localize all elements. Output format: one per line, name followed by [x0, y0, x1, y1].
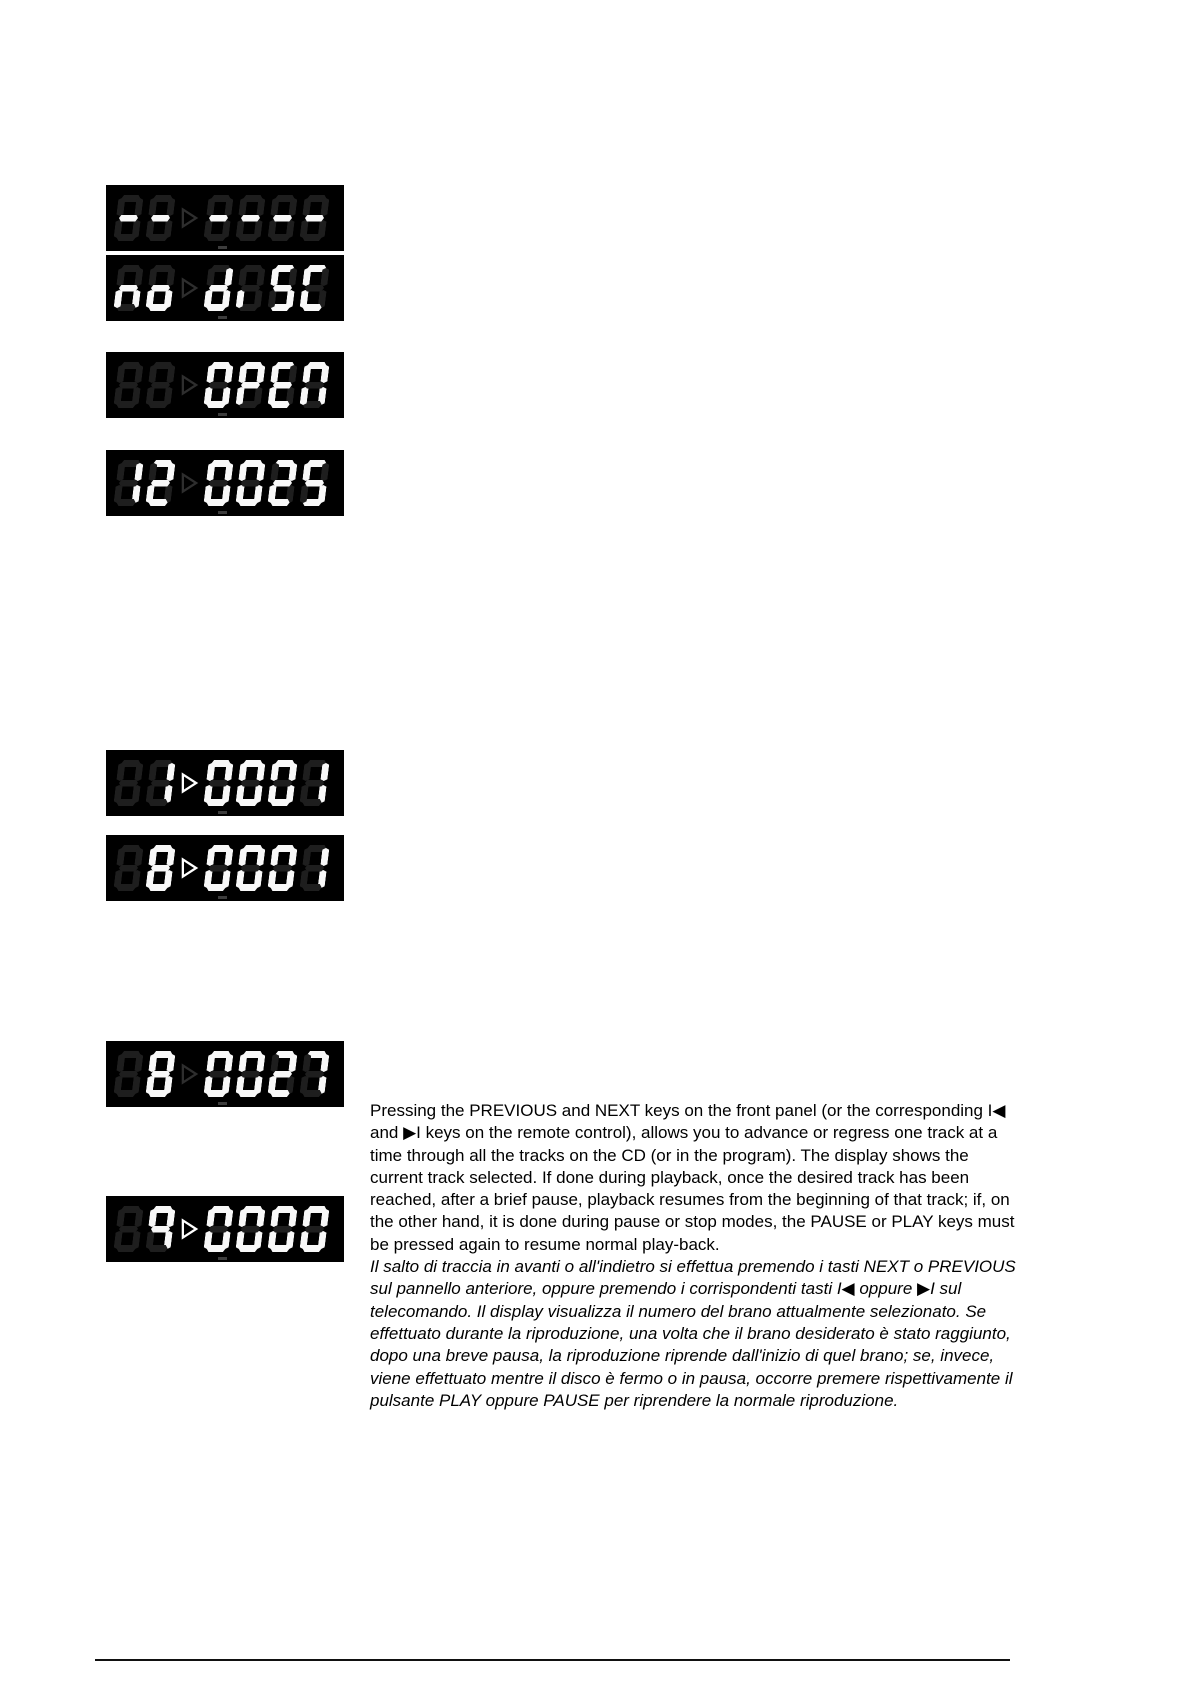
segment-g — [241, 780, 261, 787]
seven-segment-digit — [145, 845, 176, 891]
seven-segment-digit — [235, 460, 266, 506]
display-tick-mark — [218, 246, 227, 249]
segment-f — [148, 198, 157, 216]
seven-segment-digit — [267, 460, 298, 506]
segment-f — [206, 463, 215, 481]
track-skip-description — [370, 1100, 1018, 1412]
segment-f — [206, 763, 215, 781]
segment-g — [241, 480, 261, 487]
seven-segment-digit — [267, 845, 298, 891]
segment-g — [273, 382, 293, 389]
display-tick-mark — [218, 1102, 227, 1105]
segment-g — [209, 480, 229, 487]
seven-segment-digit — [267, 1206, 298, 1252]
seven-segment-digit — [235, 845, 266, 891]
segment-f — [148, 268, 157, 286]
display-tick-mark — [218, 511, 227, 514]
play-triangle-icon — [180, 471, 199, 495]
segment-g — [305, 285, 325, 292]
segment-g — [209, 1226, 229, 1233]
display-tick-mark — [218, 1257, 227, 1260]
seven-segment-digit — [235, 362, 266, 408]
segment-f — [116, 763, 125, 781]
segment-f — [238, 1054, 247, 1072]
segment-g — [119, 215, 139, 222]
seven-segment-digit — [113, 1051, 144, 1097]
segment-g — [305, 865, 325, 872]
segment-g — [151, 1226, 171, 1233]
segment-g — [305, 1071, 325, 1078]
segment-g — [241, 382, 261, 389]
seven-segment-digit — [267, 760, 298, 806]
lcd-display-open — [106, 352, 344, 418]
seven-segment-digit — [299, 195, 330, 241]
segment-g — [273, 215, 293, 222]
seven-segment-digit — [113, 845, 144, 891]
segment-f — [148, 463, 157, 481]
play-triangle-icon — [180, 276, 199, 300]
segment-g — [151, 1071, 171, 1078]
seven-segment-digit — [299, 362, 330, 408]
seven-segment-digit — [113, 195, 144, 241]
segment-f — [238, 198, 247, 216]
footer-rule — [95, 1659, 1010, 1661]
seven-segment-digit — [203, 362, 234, 408]
segment-f — [206, 848, 215, 866]
segment-g — [305, 215, 325, 222]
play-triangle-icon — [180, 373, 199, 397]
seven-segment-digit — [299, 1051, 330, 1097]
segment-g — [151, 780, 171, 787]
seven-segment-digit — [113, 362, 144, 408]
segment-f — [238, 365, 247, 383]
segment-g — [305, 382, 325, 389]
segment-g — [305, 1226, 325, 1233]
seven-segment-digit — [267, 362, 298, 408]
segment-g — [241, 865, 261, 872]
segment-f — [206, 1209, 215, 1227]
segment-f — [238, 848, 247, 866]
seven-segment-digit — [145, 265, 176, 311]
segment-f — [238, 763, 247, 781]
play-triangle-icon — [180, 771, 199, 795]
seven-segment-digit — [145, 1206, 176, 1252]
segment-f — [302, 463, 311, 481]
seven-segment-digit — [113, 460, 144, 506]
segment-f — [116, 268, 125, 286]
segment-f — [206, 1054, 215, 1072]
segment-f — [302, 848, 311, 866]
seven-segment-digit — [267, 265, 298, 311]
seven-segment-digit — [113, 760, 144, 806]
segment-f — [270, 848, 279, 866]
segment-f — [148, 365, 157, 383]
segment-f — [148, 1054, 157, 1072]
segment-g — [273, 780, 293, 787]
seven-segment-digit — [113, 1206, 144, 1252]
segment-f — [302, 268, 311, 286]
seven-segment-digit — [203, 195, 234, 241]
segment-f — [238, 1209, 247, 1227]
display-tick-mark — [218, 811, 227, 814]
seven-segment-digit — [203, 1051, 234, 1097]
segment-g — [241, 1226, 261, 1233]
play-triangle-icon — [180, 1217, 199, 1241]
seven-segment-digit — [145, 1051, 176, 1097]
display-tick-mark — [218, 316, 227, 319]
segment-f — [270, 365, 279, 383]
lcd-display-no-disc — [106, 255, 344, 321]
segment-g — [273, 480, 293, 487]
lcd-display-track-8-play — [106, 835, 344, 901]
segment-f — [116, 1054, 125, 1072]
seven-segment-digit — [235, 265, 266, 311]
segment-g — [241, 1071, 261, 1078]
seven-segment-digit — [203, 760, 234, 806]
segment-g — [151, 382, 171, 389]
segment-f — [270, 268, 279, 286]
play-triangle-icon — [180, 1062, 199, 1086]
display-tick-mark — [218, 896, 227, 899]
segment-g — [273, 1226, 293, 1233]
segment-g — [151, 865, 171, 872]
paragraph-english: Pressing the PREVIOUS and NEXT keys on the front panel (or the corresponding I◀ and ▶I keys on the remote control), allows you to advance or regress one track at a time through all the tracks on the CD (or in the program). The display shows the current track selected. If done during playback, once the desired track has been reached, after a brief pause, playback resumes from the beginning of that track; if, on the other hand, it is done during pause or stop modes, the PAUSE or PLAY keys must be pressed again to resume normal play-back. — [370, 1101, 1015, 1254]
segment-f — [270, 763, 279, 781]
seven-segment-digit — [203, 460, 234, 506]
segment-g — [273, 1071, 293, 1078]
segment-f — [238, 268, 247, 286]
segment-g — [273, 865, 293, 872]
segment-f — [148, 848, 157, 866]
segment-g — [241, 285, 261, 292]
segment-f — [270, 198, 279, 216]
segment-g — [241, 215, 261, 222]
seven-segment-digit — [235, 1051, 266, 1097]
segment-g — [305, 480, 325, 487]
seven-segment-digit — [145, 460, 176, 506]
segment-f — [302, 198, 311, 216]
lcd-display-track-8-stop — [106, 1041, 344, 1107]
segment-g — [119, 285, 139, 292]
segment-g — [305, 780, 325, 787]
play-triangle-icon — [180, 856, 199, 880]
segment-g — [119, 865, 139, 872]
segment-f — [302, 1054, 311, 1072]
segment-f — [302, 1209, 311, 1227]
seven-segment-digit — [203, 1206, 234, 1252]
seven-segment-digit — [145, 362, 176, 408]
segment-g — [209, 382, 229, 389]
segment-g — [151, 480, 171, 487]
segment-g — [119, 1071, 139, 1078]
segment-g — [209, 1071, 229, 1078]
seven-segment-digit — [267, 195, 298, 241]
segment-g — [119, 780, 139, 787]
lcd-display-track-1 — [106, 750, 344, 816]
seven-segment-digit — [113, 265, 144, 311]
play-triangle-icon — [180, 206, 199, 230]
segment-f — [116, 198, 125, 216]
display-tick-mark — [218, 413, 227, 416]
segment-g — [209, 865, 229, 872]
segment-f — [116, 1209, 125, 1227]
seven-segment-digit — [235, 195, 266, 241]
lcd-display-track-9 — [106, 1196, 344, 1262]
segment-g — [209, 780, 229, 787]
segment-f — [302, 365, 311, 383]
segment-g — [209, 285, 229, 292]
segment-g — [209, 215, 229, 222]
segment-f — [206, 365, 215, 383]
segment-g — [119, 1226, 139, 1233]
segment-f — [206, 198, 215, 216]
segment-f — [148, 1209, 157, 1227]
segment-f — [270, 463, 279, 481]
seven-segment-digit — [145, 760, 176, 806]
seven-segment-digit — [299, 760, 330, 806]
seven-segment-digit — [235, 1206, 266, 1252]
segment-g — [273, 285, 293, 292]
seven-segment-digit — [235, 760, 266, 806]
segment-f — [270, 1054, 279, 1072]
segment-f — [148, 763, 157, 781]
segment-f — [116, 848, 125, 866]
segment-f — [206, 268, 215, 286]
seven-segment-digit — [299, 460, 330, 506]
seven-segment-digit — [203, 845, 234, 891]
lcd-display-track-12 — [106, 450, 344, 516]
lcd-display-reading-toc — [106, 185, 344, 251]
segment-f — [116, 463, 125, 481]
seven-segment-digit — [299, 1206, 330, 1252]
segment-f — [238, 463, 247, 481]
seven-segment-digit — [145, 195, 176, 241]
seven-segment-digit — [299, 845, 330, 891]
segment-g — [119, 382, 139, 389]
segment-f — [302, 763, 311, 781]
segment-g — [151, 215, 171, 222]
segment-g — [119, 480, 139, 487]
seven-segment-digit — [203, 265, 234, 311]
seven-segment-digit — [267, 1051, 298, 1097]
seven-segment-digit — [299, 265, 330, 311]
paragraph-italian: Il salto di traccia in avanti o all'indietro si effettua premendo i tasti NEXT o PREVIOUS sul pannello anteriore, oppure premendo i corrispondenti tasti I◀ oppure ▶I sul telecomando. Il display visualizza il numero del brano attualmente selezionato. Se effettuato durante la riproduzione, una volta che il brano desiderato è stato raggiunto, dopo una breve pausa, la riproduzione riprende dall'inizio di quel brano; se, invece, viene effettuato mentre il disco è fermo o in pausa, occorre premere rispettivamente il pulsante PLAY oppure PAUSE per riprendere la normale riproduzione. — [370, 1257, 1016, 1410]
segment-f — [116, 365, 125, 383]
segment-f — [270, 1209, 279, 1227]
segment-g — [151, 285, 171, 292]
